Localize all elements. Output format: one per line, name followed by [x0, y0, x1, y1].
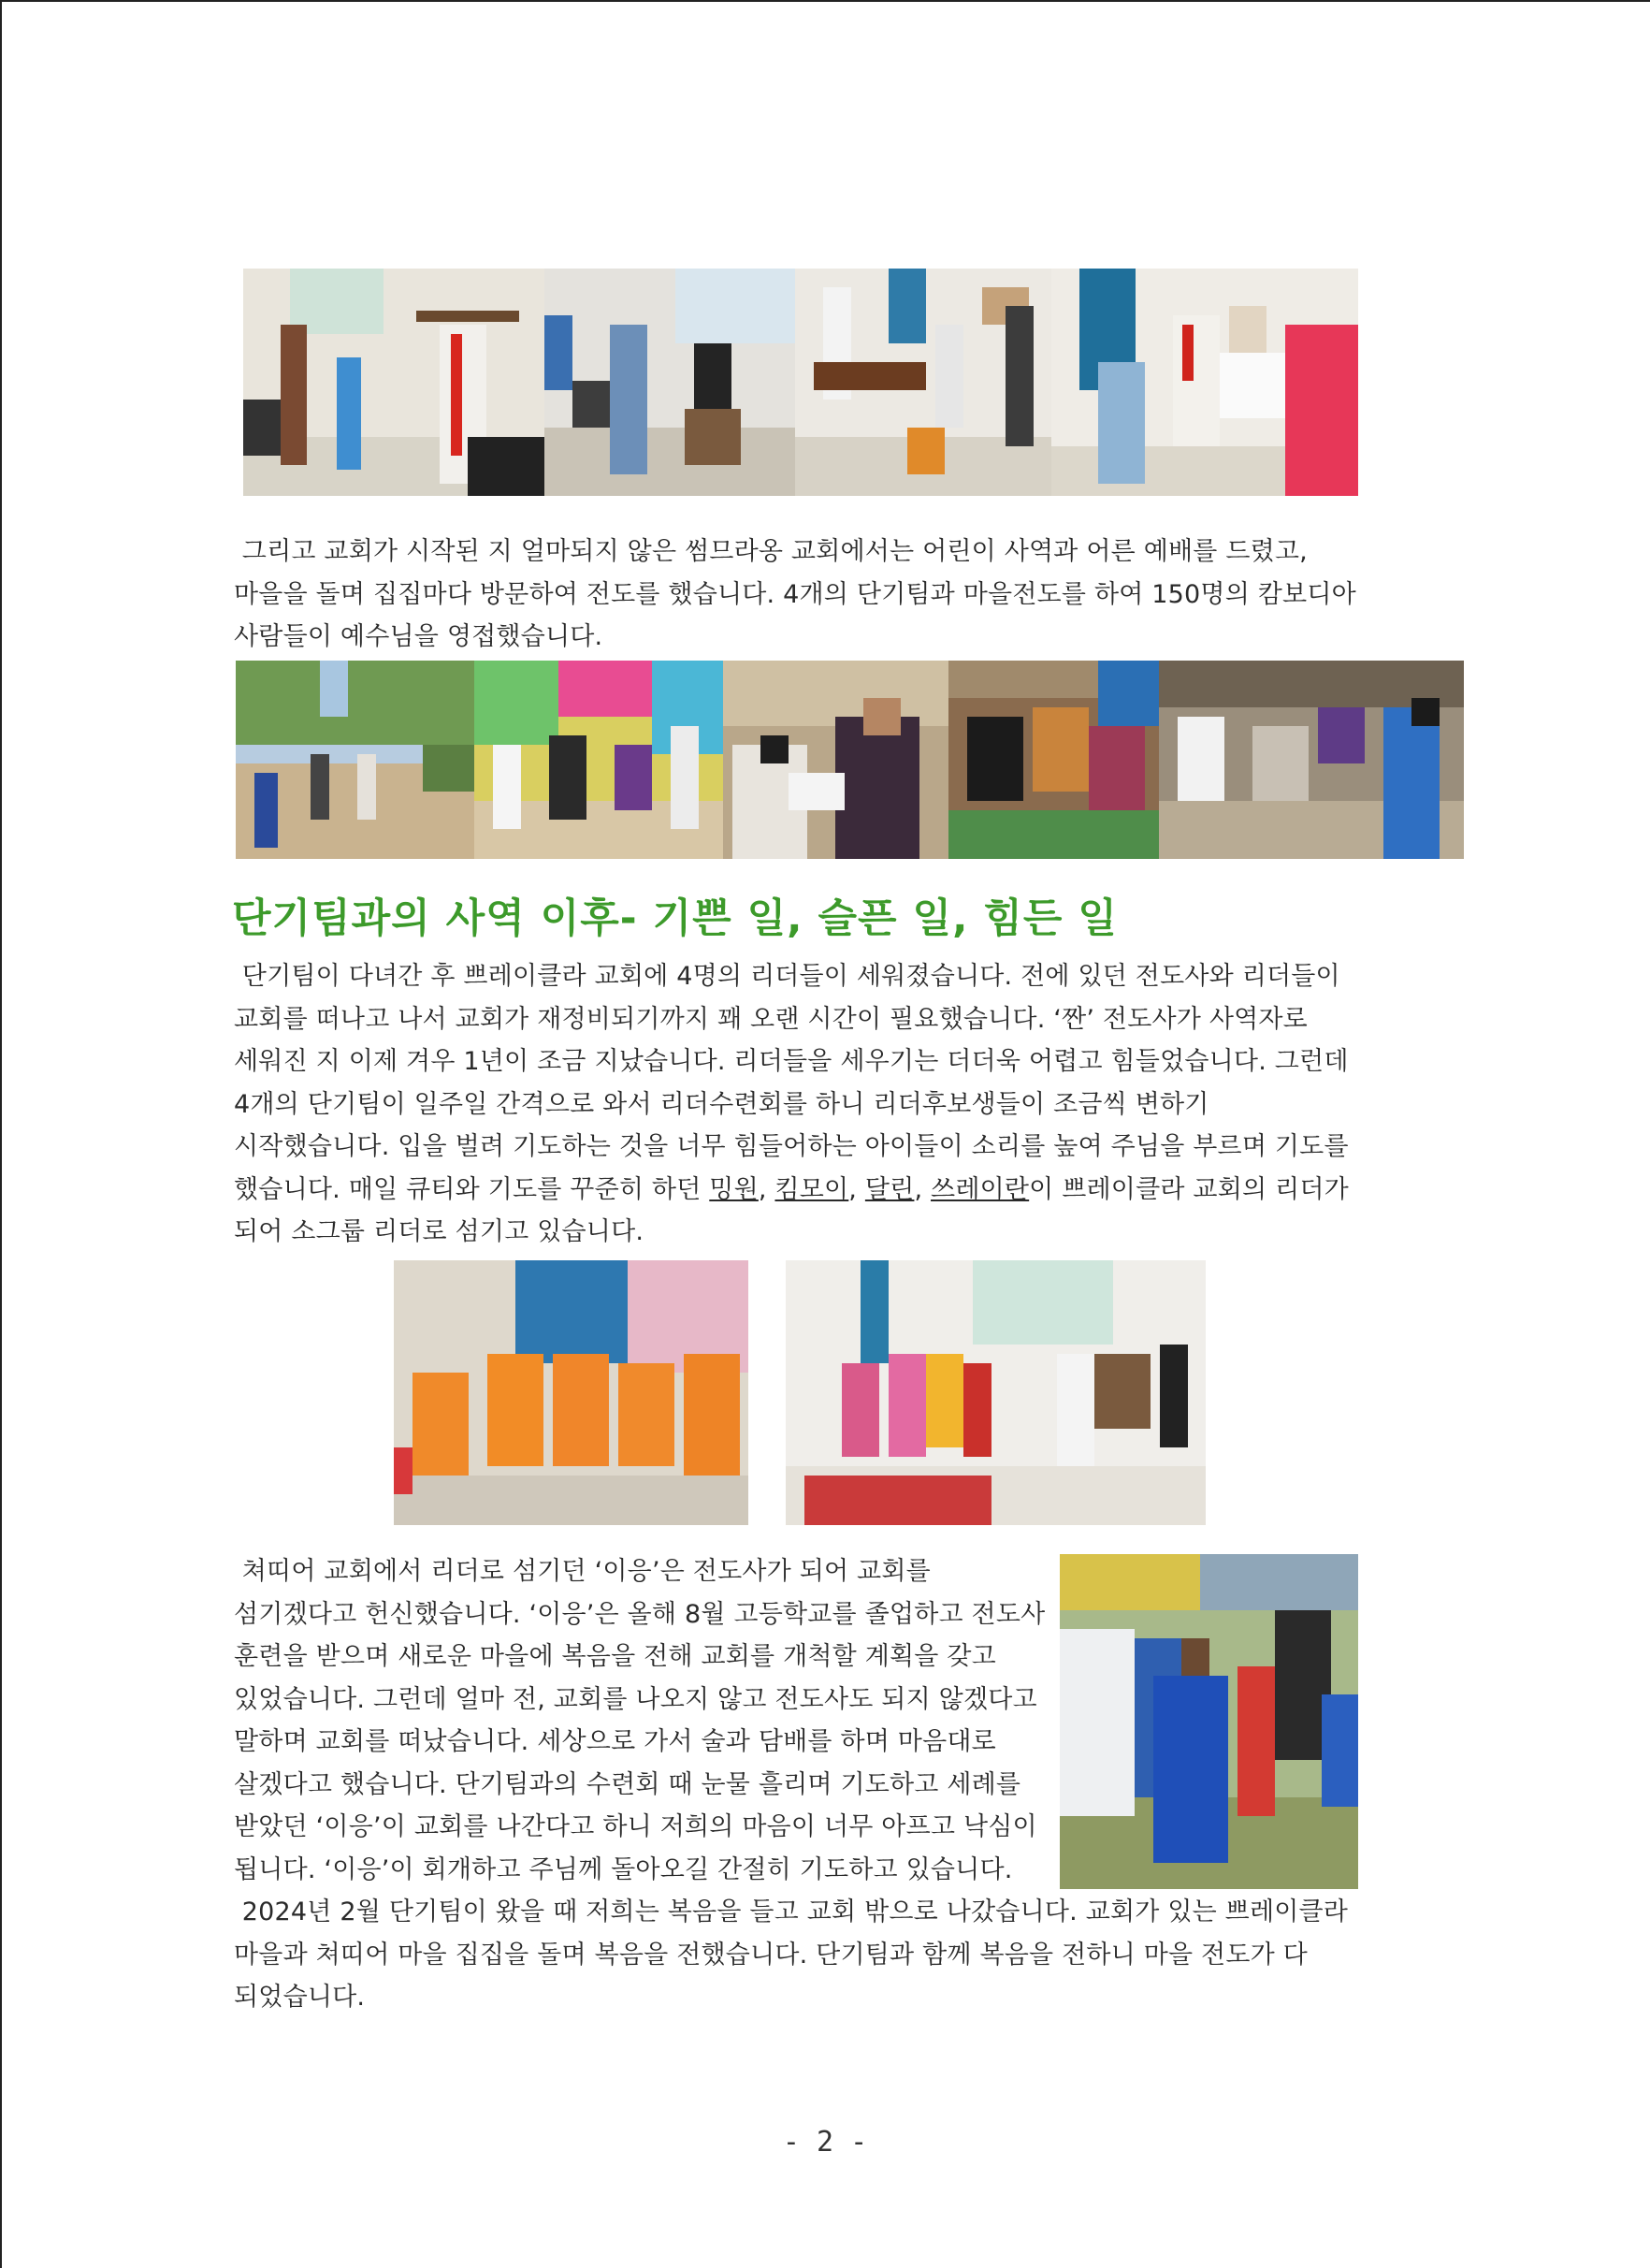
paragraph-line: 섬기겠다고 헌신했습니다. ‘이응’은 올해 8월 고등학교를 졸업하고 전도사 — [234, 1599, 1046, 1629]
section-heading: 단기팀과의 사역 이후- 기쁜 일, 슬픈 일, 힘든 일 — [232, 895, 1118, 942]
page-border-top — [0, 0, 1650, 2]
paragraph-line — [234, 955, 1375, 998]
paragraph-line: 말하며 교회를 떠났습니다. 세상으로 가서 술과 담배를 하며 마음대로 — [234, 1727, 996, 1756]
leader-name: 쓰레이란 — [931, 1174, 1030, 1204]
paragraph-new-church-ministry — [234, 531, 1375, 659]
photo-village-road — [236, 661, 474, 859]
paragraph-line: 교회를 떠나고 나서 교회가 재정비되기까지 꽤 오랜 시간이 필요했습니다. ‘짠’ 전도사가 사역자로 — [234, 1004, 1308, 1034]
photo-reading-elder — [723, 661, 948, 859]
top-photo-strip — [243, 269, 1358, 496]
photo-colorful-house — [474, 661, 723, 859]
paragraph-line — [234, 531, 1375, 574]
paragraph-evangelism-feb — [234, 1891, 1375, 2019]
leader-name: 킴모이 — [774, 1174, 849, 1204]
paragraph-line: 마을을 돌며 집집마다 방문하여 전도를 했습니다. 4개의 단기팀과 마을전도를 하여 150명의 캄보디아 — [234, 579, 1356, 609]
paragraph-line: 세워진 지 이제 겨우 1년이 조금 지났습니다. 리더들을 세우기는 더더욱 어렵고 힘들었습니다. 그런데 — [234, 1047, 1349, 1076]
paragraph-line: 됩니다. ‘이응’이 회개하고 주님께 돌아오길 간절히 기도하고 있습니다. — [234, 1854, 1013, 1884]
separator: , — [758, 1174, 775, 1204]
paragraph-line: 4개의 단기팀이 일주일 간격으로 와서 리더수련회를 하니 리더후보생들이 조금씩 변하기 — [234, 1089, 1209, 1119]
photo-church-hall — [795, 269, 1051, 496]
text-line: 쳐띠어 교회에서 리더로 섬기던 ‘이응’은 전도사가 되어 교회를 — [241, 1557, 931, 1586]
photo-skit-soldier — [243, 269, 544, 496]
separator: , — [848, 1174, 865, 1204]
photo-skit-cross — [1051, 269, 1358, 496]
paragraph-line: 살겠다고 했습니다. 단기팀과의 수련회 때 눈물 흘리며 기도하고 세례를 — [234, 1769, 1021, 1799]
paragraph-line: 마을과 쳐띠어 마을 집집을 돌며 복음을 전했습니다. 단기팀과 함께 복음을 전하니 마을 전도가 다 — [234, 1940, 1308, 1970]
leader-name: 달린 — [864, 1174, 915, 1204]
separator: , — [914, 1174, 932, 1204]
photo-youth-group — [1060, 1554, 1358, 1889]
paragraph-line — [234, 1891, 1375, 1934]
village-photo-strip — [236, 661, 1464, 859]
paragraph-line — [234, 1550, 1057, 1593]
paragraph-ieung-story — [234, 1550, 1057, 1891]
photo-wooden-house — [1159, 661, 1464, 859]
text-line: 2024년 2월 단기팀이 왔을 때 저희는 복음을 들고 교회 밖으로 나갔습니다. 교회가 있는 쁘레이클라 — [241, 1897, 1349, 1926]
paragraph-line: 사람들이 예수님을 영접했습니다. — [234, 622, 603, 651]
paragraph-line: 훈련을 받으며 새로운 마을에 복음을 전해 교회를 개척할 계획을 갖고 — [234, 1642, 996, 1671]
photo-church-worship — [786, 1260, 1206, 1525]
paragraph-line — [234, 1169, 1375, 1212]
paragraph-line: 시작했습니다. 입을 벌려 기도하는 것을 너무 힘들어하는 아이들이 소리를 높여 주님을 부르며 기도를 — [234, 1132, 1349, 1161]
paragraph-line: 되어 소그룹 리더로 섬기고 있습니다. — [234, 1217, 644, 1246]
text-line: 단기팀이 다녀간 후 쁘레이클라 교회에 4명의 리더들이 세워졌습니다. 전에 있던 전도사와 리더들이 — [241, 962, 1340, 991]
paragraph-line: 되었습니다. — [234, 1983, 366, 2012]
paragraph-line: 받았던 ‘이응’이 교회를 나간다고 하니 저희의 마음이 너무 아프고 낙심이 — [234, 1812, 1037, 1841]
photo-leader-prayer — [544, 269, 795, 496]
page-border-left — [0, 0, 2, 2268]
photo-group-seated — [948, 661, 1159, 859]
page-number: - 2 - — [782, 2126, 868, 2159]
photo-orange-shirts — [394, 1260, 748, 1525]
paragraph-line: 있었습니다. 그런데 얼마 전, 교회를 나오지 않고 전도사도 되지 않겠다고 — [234, 1684, 1037, 1714]
text-segment: 이 쁘레이클라 교회의 리더가 — [1029, 1174, 1349, 1204]
paragraph-leaders-appointed — [234, 955, 1375, 1254]
text-segment: 했습니다. 매일 큐티와 기도를 꾸준히 하던 — [234, 1174, 710, 1204]
leader-name: 밍원 — [709, 1174, 759, 1204]
text-line: 그리고 교회가 시작된 지 얼마되지 않은 썸므라옹 교회에서는 어린이 사역과 어른 예배를 드렸고, — [241, 537, 1308, 566]
